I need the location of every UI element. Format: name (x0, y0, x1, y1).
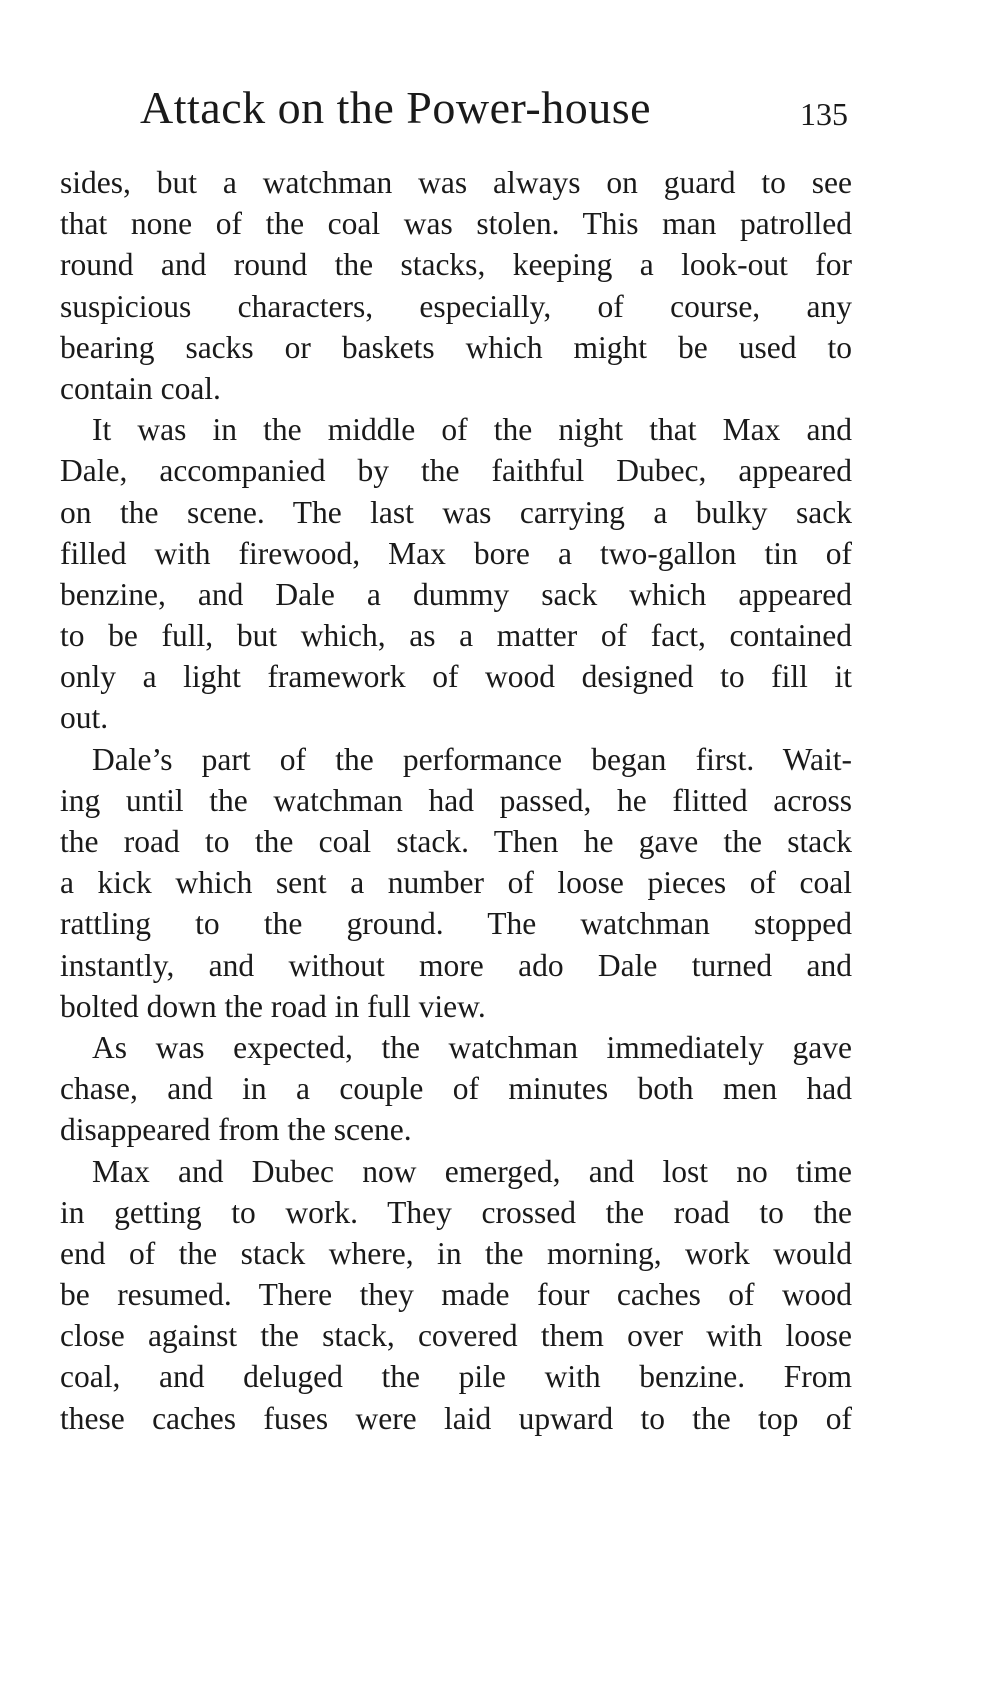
text-line: suspicious characters, especially, of course, any (60, 288, 852, 324)
text-line: coal, and deluged the pile with benzine. From (60, 1359, 852, 1395)
text-line: be resumed. There they made four caches of wood (60, 1277, 852, 1313)
text-line: bolted down the road in full view. (60, 988, 486, 1024)
text-line: these caches fuses were laid upward to the top of (60, 1400, 852, 1436)
text-line: in getting to work. They crossed the road to the (60, 1194, 852, 1230)
text-line: Dale, accompanied by the faithful Dubec, appeared (60, 453, 852, 489)
text-line: round and round the stacks, keeping a look-out for (60, 247, 852, 283)
text-line: to be full, but which, as a matter of fact, contained (60, 618, 852, 654)
text-line: Dale’s part of the performance began first. Wait- (92, 741, 852, 777)
running-head (60, 78, 852, 138)
paragraph (60, 1027, 852, 1151)
text-line: instantly, and without more ado Dale turned and (60, 947, 852, 983)
text-line: the road to the coal stack. Then he gave the stack (60, 824, 852, 859)
text-line: out. (60, 700, 109, 736)
text-line: filled with firewood, Max bore a two-gallon tin of (60, 535, 852, 571)
text-line: benzine, and Dale a dummy sack which appeared (60, 576, 852, 612)
book-page (60, 0, 852, 1705)
text-line: ing until the watchman had passed, he flitted across (60, 782, 852, 818)
text-line: bearing sacks or baskets which might be used to (60, 329, 852, 365)
text-line: a kick which sent a number of loose pieces of coal (60, 865, 852, 901)
text-line: contain coal. (60, 370, 221, 406)
text-line: end of the stack where, in the morning, work would (60, 1235, 852, 1271)
body-text (60, 162, 852, 1439)
paragraph (60, 162, 852, 409)
text-line: rattling to the ground. The watchman stopped (60, 906, 852, 942)
paragraph (60, 1151, 852, 1439)
text-line: only a light framework of wood designed to fill it (60, 659, 852, 695)
text-line: As was expected, the watchman immediately gave (92, 1029, 852, 1065)
text-line: disappeared from the scene. (60, 1112, 412, 1148)
page-number: 135 (800, 96, 848, 132)
text-line: It was in the middle of the night that Max and (92, 412, 852, 448)
paragraph (60, 409, 852, 739)
text-line: on the scene. The last was carrying a bulky sack (60, 494, 852, 530)
text-line: that none of the coal was stolen. This man patrolled (60, 206, 852, 242)
text-line: chase, and in a couple of minutes both men had (60, 1071, 852, 1107)
text-line: sides, but a watchman was always on guard to see (60, 165, 852, 200)
running-title: Attack on the Power-house (140, 82, 652, 133)
text-line: close against the stack, covered them over with loose (60, 1318, 852, 1354)
paragraph (60, 739, 852, 1027)
text-line: Max and Dubec now emerged, and lost no time (92, 1153, 852, 1189)
